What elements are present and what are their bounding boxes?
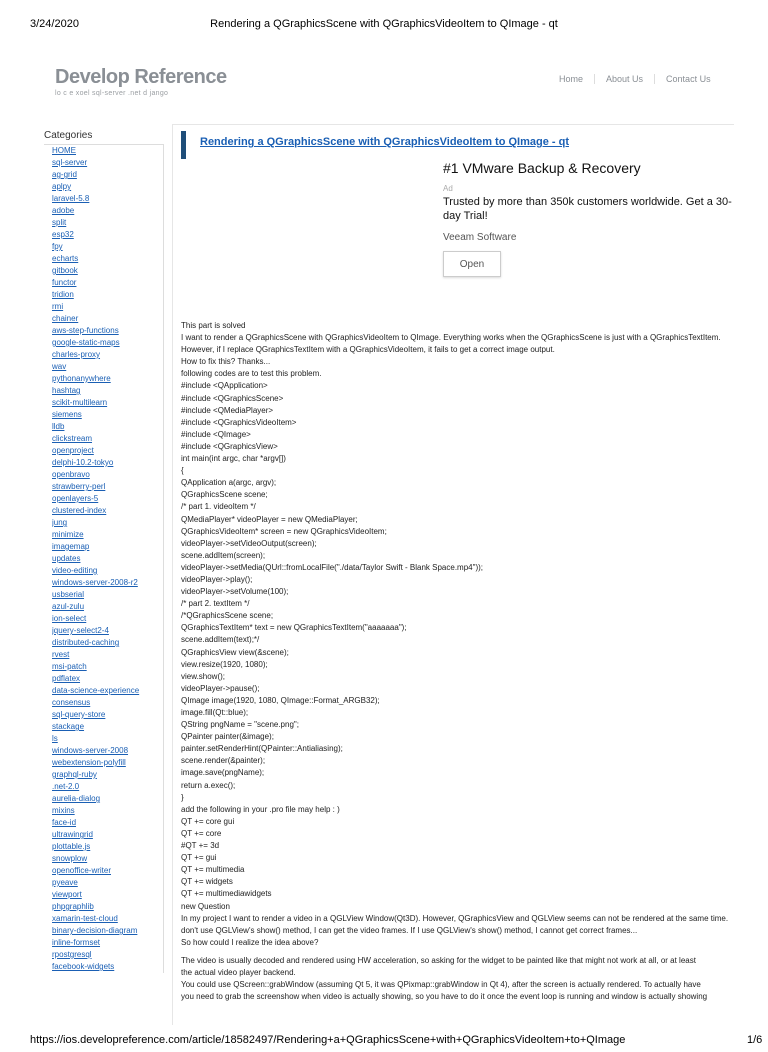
ad-label: Ad [443,184,453,193]
category-link[interactable]: clustered-index [52,506,107,515]
category-link[interactable]: data-science-experience [52,686,140,695]
print-url: https://ios.developreference.com/article/18582497/Rendering+a+QGraphicsScene+with+QGraphicsVideoItem+to+QImage [30,1034,626,1046]
category-link[interactable]: pdflatex [52,674,81,683]
ad-open-button[interactable]: Open [443,251,501,277]
article-line: QString pngName = "scene.png"; [181,720,299,730]
article-line: int main(int argc, char *argv[]) [181,454,286,464]
category-link[interactable]: ultrawingrid [52,830,93,839]
category-link[interactable]: sql-server [52,158,88,167]
article-line: How to fix this? Thanks... [181,357,271,367]
article-line: videoPlayer->setMedia(QUrl::fromLocalFile("./data/Taylor Swift - Blank Space.mp4")); [181,562,484,572]
article-body [181,320,734,1003]
categories-heading: Categories [44,130,93,141]
category-link[interactable]: phpgraphlib [52,902,94,911]
article-line: following codes are to test this problem. [181,369,322,379]
category-link[interactable]: inline-formset [52,938,101,947]
category-link[interactable]: facebook-widgets [52,962,115,971]
site-tagline: lo c e xoel sql-server .net d jango [55,90,169,97]
article-line: #include <QMediaPlayer> [181,405,274,415]
article-line: This part is solved [181,321,246,330]
title-accent-bar [181,131,186,159]
category-link[interactable]: adobe [52,206,75,215]
category-link[interactable]: azul-zulu [52,602,85,611]
article-line: QApplication a(argc, argv); [181,478,277,488]
answer-line: You could use QScreen::grabWindow (assuming Qt 5, it was QPixmap::grabWindow in Qt 4), after the screen is actually rendered. To actually have [181,980,701,990]
print-header [0,0,768,40]
article-line: view.show(); [181,671,226,681]
category-link[interactable]: rmi [52,302,64,311]
print-footer [0,1032,768,1052]
category-link[interactable]: rpostgresql [52,950,92,959]
category-list [44,144,164,973]
site-name[interactable]: Develop Reference [55,66,227,88]
article-line: don't use QGLView's show() method, I can get the video frames. If I use QGLView's show() method, I cannot get correct frames... [181,925,638,935]
article-line: videoPlayer->setVideoOutput(screen); [181,538,317,548]
category-link[interactable]: chainer [52,314,79,323]
article-line: /* part 1. videoItem */ [181,502,256,512]
category-link[interactable]: ion-select [52,614,87,623]
category-link[interactable]: windows-server-2008 [52,746,129,755]
article-line: add the following in your .pro file may help : ) [181,804,340,814]
ad-description: Trusted by more than 350k customers worldwide. Get a 30-day Trial! [443,196,732,222]
article-line: new Question [181,901,230,911]
article-line: image.fill(Qt::blue); [181,708,249,717]
article-line: So how could I realize the idea above? [181,937,319,947]
nav-contact-us[interactable]: Contact Us [654,74,722,84]
article-line: videoPlayer->setVolume(100); [181,587,289,597]
category-link[interactable]: stackage [52,722,85,731]
category-link[interactable]: ag-grid [52,170,77,179]
article-line: QT += core [181,828,222,838]
category-link[interactable]: laravel-5.8 [52,194,90,203]
category-link[interactable]: rvest [52,650,70,659]
article-line: #include <QApplication> [181,381,268,391]
category-link[interactable]: jung [52,518,68,527]
article-line: } [181,792,184,802]
article-line: /*QGraphicsScene scene; [181,611,274,621]
category-link[interactable]: aplpy [52,182,72,191]
nav-about-us[interactable]: About Us [594,74,654,84]
category-link[interactable]: delphi-10.2-tokyo [52,458,114,467]
category-link[interactable]: aurelia-dialog [52,794,101,803]
category-link[interactable]: wav [52,362,67,371]
category-link[interactable]: aws-step-functions [52,326,119,335]
article-line: QGraphicsView view(&scene); [181,647,289,657]
article-line: QGraphicsTextItem* text = new QGraphicsTextItem("aaaaaaa"); [181,623,407,633]
ad-heading[interactable]: #1 VMware Backup & Recovery [443,160,641,176]
article-line: #include <QGraphicsVideoItem> [181,417,297,427]
category-link[interactable]: usbserial [52,590,85,599]
article-line: #include <QGraphicsScene> [181,393,284,403]
category-link[interactable]: esp32 [52,230,74,239]
article-title-link[interactable]: Rendering a QGraphicsScene with QGraphicsVideoItem to QImage - qt [200,136,569,148]
category-link[interactable]: updates [52,554,81,563]
category-link[interactable]: pyeave [52,878,78,887]
category-link[interactable]: hashtag [52,386,81,395]
category-link[interactable]: msi-patch [52,662,87,671]
answer-line: you need to grab the screenshow when video is actually showing, so you have to do it once the event loop is running and window is actually showing [181,992,708,1002]
article-line: QGraphicsScene scene; [181,490,268,500]
category-link[interactable]: HOME [52,146,76,155]
web-page [0,40,768,1046]
category-link[interactable]: graphql-ruby [52,770,97,779]
article-line: videoPlayer->pause(); [181,683,260,693]
article-line: QPainter painter(&image); [181,732,274,742]
category-link[interactable]: distributed-caching [52,638,120,647]
article-line: return a.exec(); [181,780,236,790]
category-link[interactable]: mixins [52,806,75,815]
category-link[interactable]: windows-server-2008-r2 [52,578,138,587]
category-link[interactable]: snowplow [52,854,88,863]
article-line: { [181,466,184,476]
categories-sidebar [44,130,164,973]
print-page-number: 1/6 [747,1034,763,1046]
article-line: QT += multimediawidgets [181,889,272,899]
article-line: #QT += 3d [181,841,220,851]
category-link[interactable]: xamarin-test-cloud [52,914,118,923]
category-link[interactable]: functor [52,278,77,287]
article-line: QGraphicsVideoItem* screen = new QGraphicsVideoItem; [181,526,387,536]
article-line: view.resize(1920, 1080); [181,659,268,669]
category-link[interactable]: minimize [52,530,84,539]
category-link[interactable]: scikit-multilearn [52,398,108,407]
category-link[interactable]: imagemap [52,542,90,551]
category-link[interactable]: fpy [52,242,63,251]
category-link[interactable]: consensus [52,698,91,707]
category-link[interactable]: clickstream [52,434,93,443]
article [172,124,734,1025]
article-line: QT += multimedia [181,865,245,875]
article-line: QT += gui [181,853,217,863]
category-link[interactable]: google-static-maps [52,338,120,347]
article-line: scene.addItem(text);*/ [181,635,260,645]
category-link[interactable]: openbravo [52,470,90,479]
category-link[interactable]: binary-decision-diagram [52,926,138,935]
article-line: /* part 2. textItem */ [181,599,250,609]
article-line: I want to render a QGraphicsScene with QGraphicsVideoItem to QImage. Everything works when the QGraphicsScene is just with a QGraphicsTextItem. [181,333,721,343]
category-link[interactable]: viewport [52,890,82,899]
category-link[interactable]: plottable.js [52,842,91,851]
category-link[interactable]: openoffice-writer [52,866,111,875]
category-link[interactable]: jquery-select2-4 [52,626,109,635]
category-link[interactable]: echarts [52,254,79,263]
article-line: scene.addItem(screen); [181,550,266,560]
top-nav [559,74,722,84]
article-line: In my project I want to render a video in a QGLView Window(Qt3D). However, QGraphicsView and QGLView seems can not be rendered at the same time. [181,913,729,923]
article-line: However, if I replace QGraphicsTextItem with a QGraphicsVideoItem, it fails to get a correct image output. [181,345,555,355]
nav-home[interactable]: Home [559,74,584,84]
print-date: 3/24/2020 [30,18,79,30]
category-link[interactable]: siemens [52,410,82,419]
category-link[interactable]: tridion [52,290,74,299]
category-link[interactable]: .net-2.0 [52,782,80,791]
category-link[interactable]: face-id [52,818,77,827]
article-line: videoPlayer->play(); [181,574,253,584]
article-line: QT += core gui [181,816,235,826]
article-line: painter.setRenderHint(QPainter::Antialiasing); [181,744,343,754]
category-link[interactable]: video-editing [52,566,98,575]
article-line: #include <QImage> [181,429,251,439]
print-title: Rendering a QGraphicsScene with QGraphicsVideoItem to QImage - qt [210,18,558,30]
category-link[interactable]: lldb [52,422,65,431]
category-link[interactable]: ls [52,734,58,743]
answer-line: The video is usually decoded and rendered using HW acceleration, so asking for the widget to be painted like that might not work at all, or at least [181,955,696,965]
category-link[interactable]: openproject [52,446,94,455]
category-link[interactable]: webextension-polyfill [52,758,126,767]
article-line: scene.render(&painter); [181,756,266,766]
article-line: QMediaPlayer* videoPlayer = new QMediaPlayer; [181,514,358,524]
article-line: #include <QGraphicsView> [181,441,278,451]
article-line: image.save(pngName); [181,768,265,778]
site-brand[interactable] [55,66,227,97]
article-line: QT += widgets [181,877,233,887]
category-link[interactable]: gitbook [52,266,78,275]
category-link[interactable]: openlayers-5 [52,494,99,503]
ad-block[interactable] [443,160,734,277]
answer-line: the actual video player backend. [181,967,296,977]
article-line: QImage image(1920, 1080, QImage::Format_ARGB32); [181,695,380,705]
ad-source: Veeam Software [443,232,517,243]
category-link[interactable]: sql-query-store [52,710,106,719]
category-link[interactable]: strawberry-perl [52,482,106,491]
category-link[interactable]: pythonanywhere [52,374,111,383]
category-link[interactable]: split [52,218,67,227]
category-link[interactable]: charles-proxy [52,350,101,359]
